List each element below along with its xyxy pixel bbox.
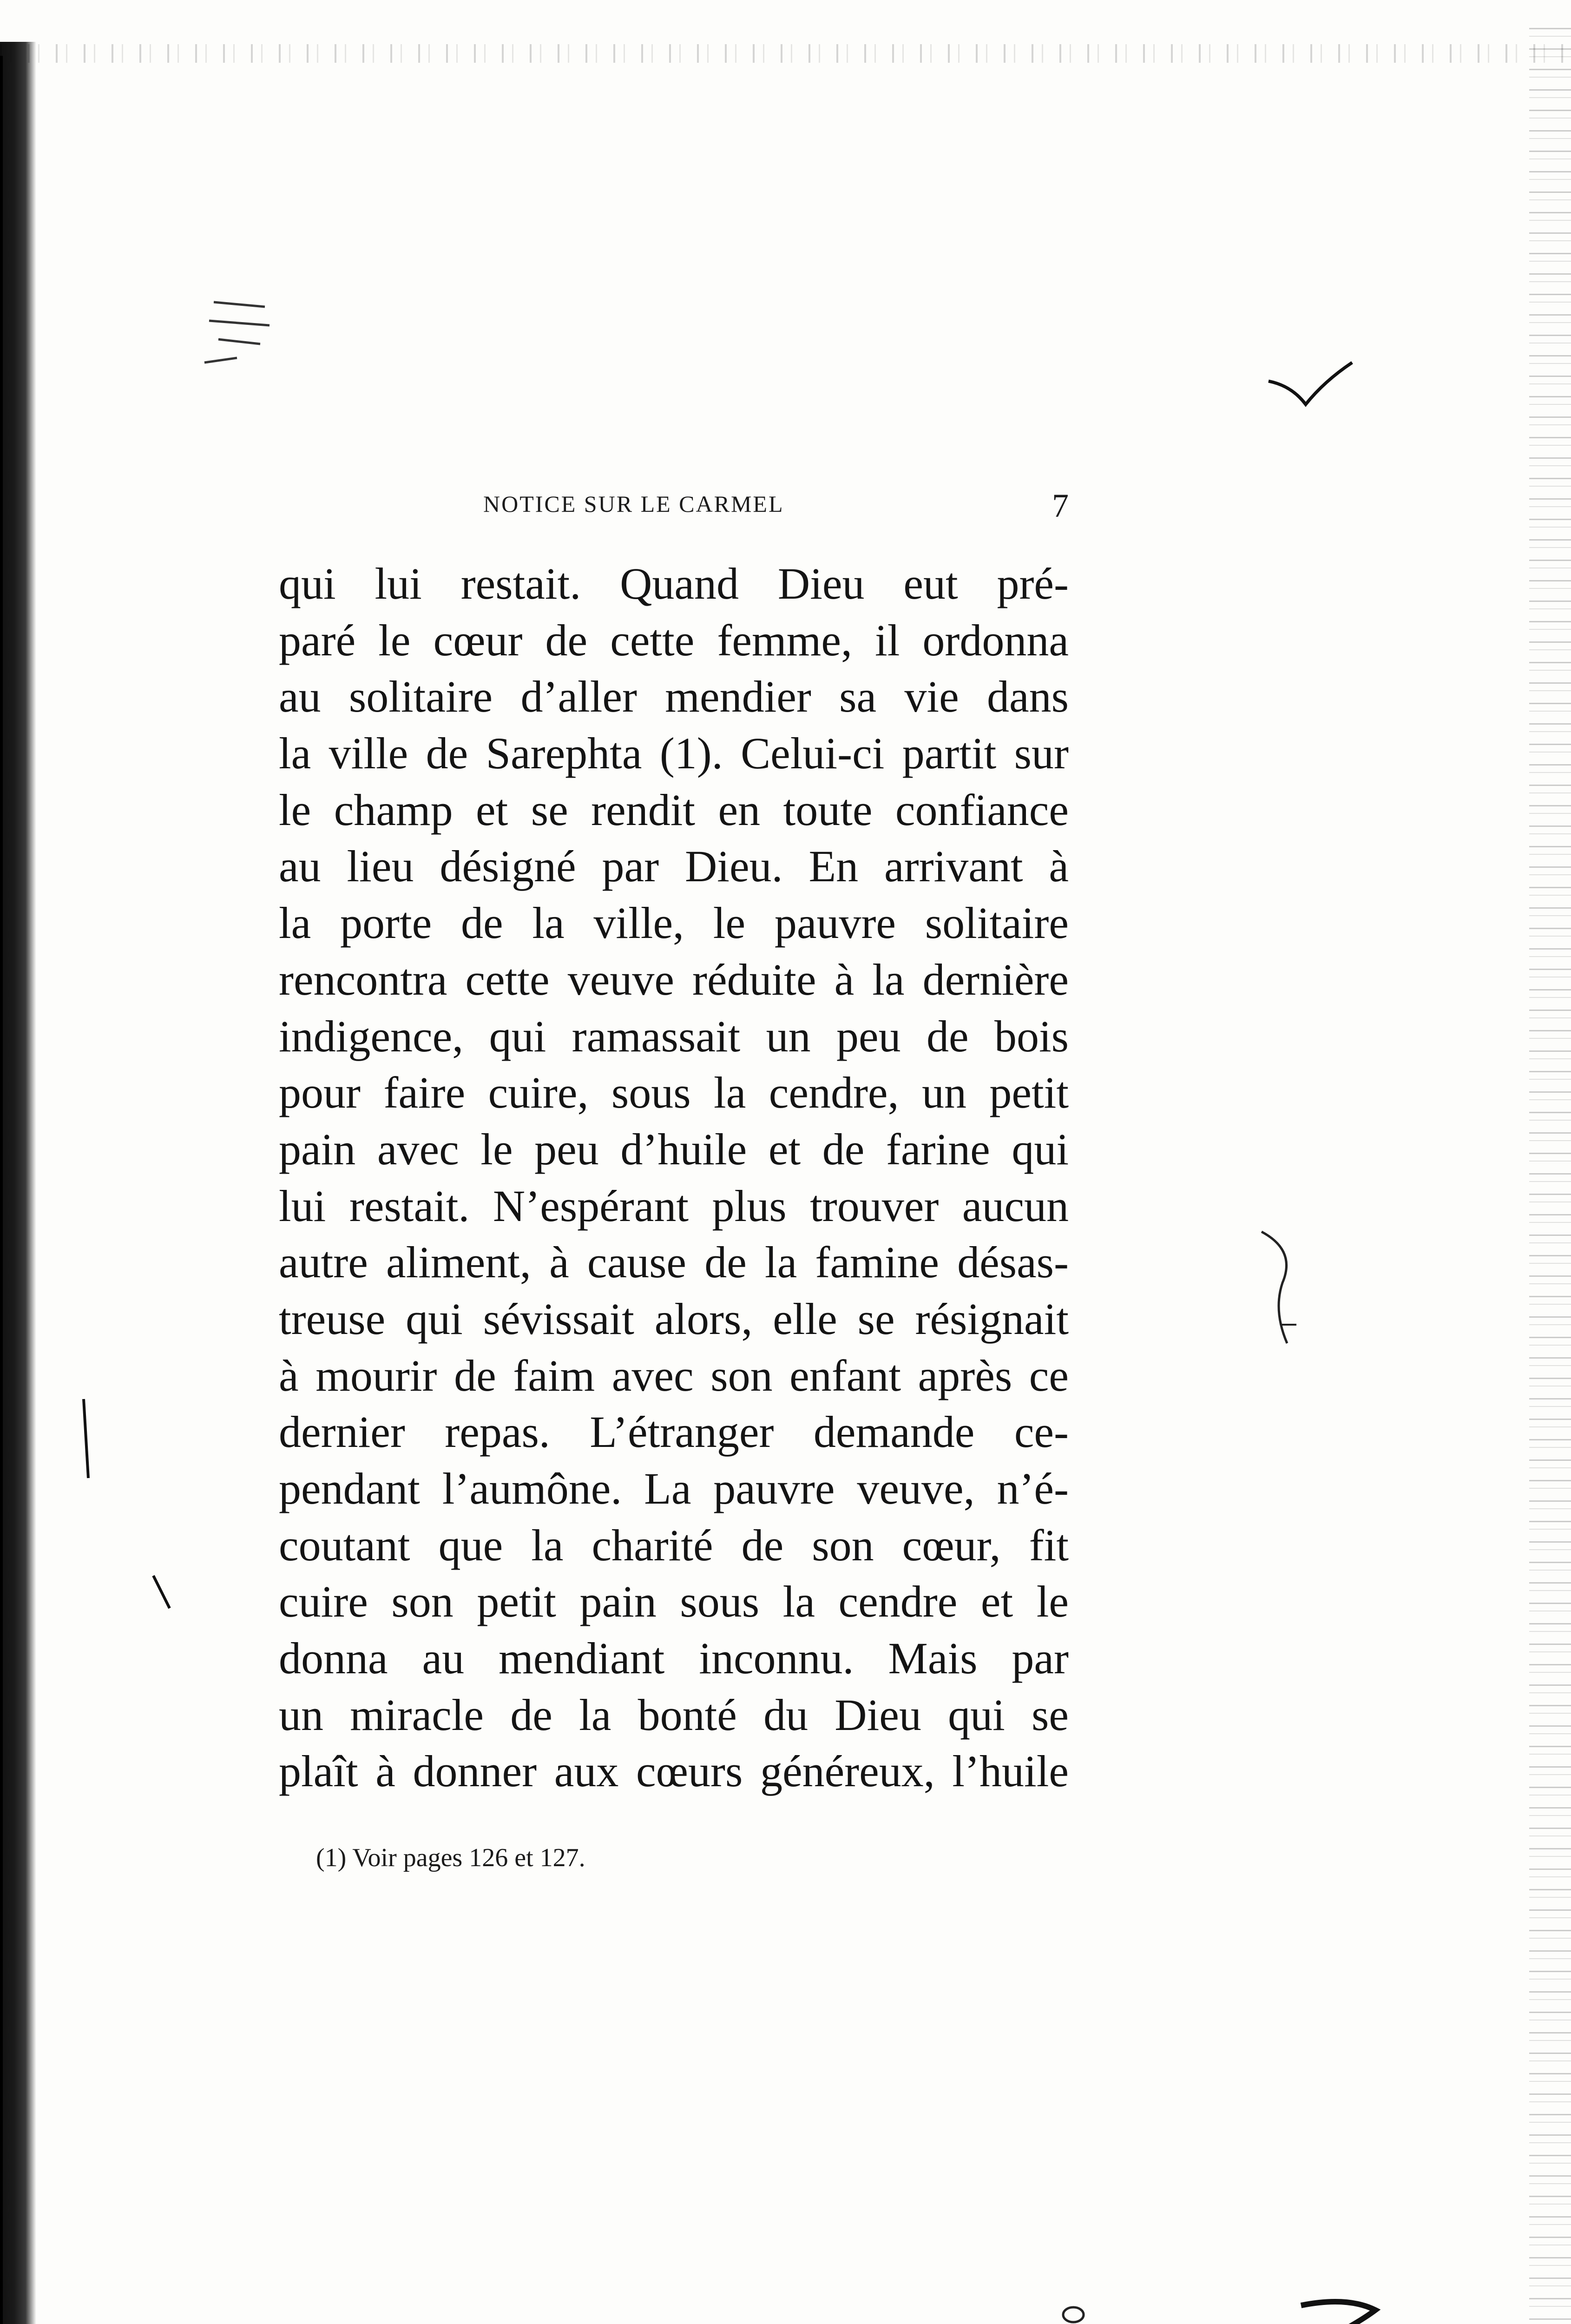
text-line: paré le cœur de cette femme, il ordonna [279, 615, 1069, 665]
text-line: à mourir de faim avec son enfant après ce [279, 1350, 1069, 1400]
page-number: 7 [1052, 487, 1069, 524]
margin-bracket-mark [1255, 1227, 1310, 1348]
text-line: lui restait. N’espérant plus trouver aucun [279, 1181, 1069, 1231]
text-line: dernier repas. L’étranger demande ce- [279, 1407, 1069, 1457]
margin-hook-mark [1292, 2287, 1385, 2324]
text-line: cuire son petit pain sous la cendre et le [279, 1577, 1069, 1627]
running-head-title: NOTICE SUR LE CARMEL [483, 491, 784, 517]
text-line: au lieu désigné par Dieu. En arrivant à [279, 841, 1069, 891]
footnote: (1) Voir pages 126 et 127. [316, 1843, 585, 1872]
right-scan-edge [1529, 28, 1571, 2324]
text-line: indigence, qui ramassait un peu de bois [279, 1011, 1069, 1061]
text-line: un miracle de la bonté du Dieu qui se [279, 1690, 1069, 1740]
bottom-ornament-mark [1059, 2303, 1087, 2324]
running-head [279, 487, 1069, 528]
text-line: le champ et se rendit en toute confiance [279, 785, 1069, 835]
text-line: pour faire cuire, sous la cendre, un petit [279, 1068, 1069, 1118]
text-line: rencontra cette veuve réduite à la dernière [279, 954, 1069, 1004]
text-line: la ville de Sarephta (1). Celui-ci partit sur [279, 728, 1069, 779]
top-scan-edge [0, 44, 1571, 63]
text-line: au solitaire d’aller mendier sa vie dans [279, 672, 1069, 722]
page-binding-edge [0, 42, 36, 2324]
text-line: plaît à donner aux cœurs généreux, l’huile [279, 1746, 1069, 1796]
text-line: pendant l’aumône. La pauvre veuve, n’é- [279, 1464, 1069, 1513]
text-line: la porte de la ville, le pauvre solitaire [279, 898, 1069, 948]
text-line: qui lui restait. Quand Dieu eut pré- [279, 559, 1069, 608]
body-text [279, 555, 1069, 1800]
scan-smudge-mark [200, 288, 279, 372]
text-line: coutant que la charité de son cœur, fit [279, 1520, 1069, 1570]
text-line: donna au mendiant inconnu. Mais par [279, 1633, 1069, 1684]
text-line: autre aliment, à cause de la famine désas- [279, 1237, 1069, 1287]
margin-check-mark [1264, 353, 1357, 418]
text-line: treuse qui sévissait alors, elle se résignait [279, 1294, 1069, 1344]
text-line: pain avec le peu d’huile et de farine qui [279, 1124, 1069, 1174]
left-margin-mark [70, 1394, 107, 1487]
binding-line [0, 56, 3, 2324]
left-margin-tick [149, 1571, 177, 1613]
